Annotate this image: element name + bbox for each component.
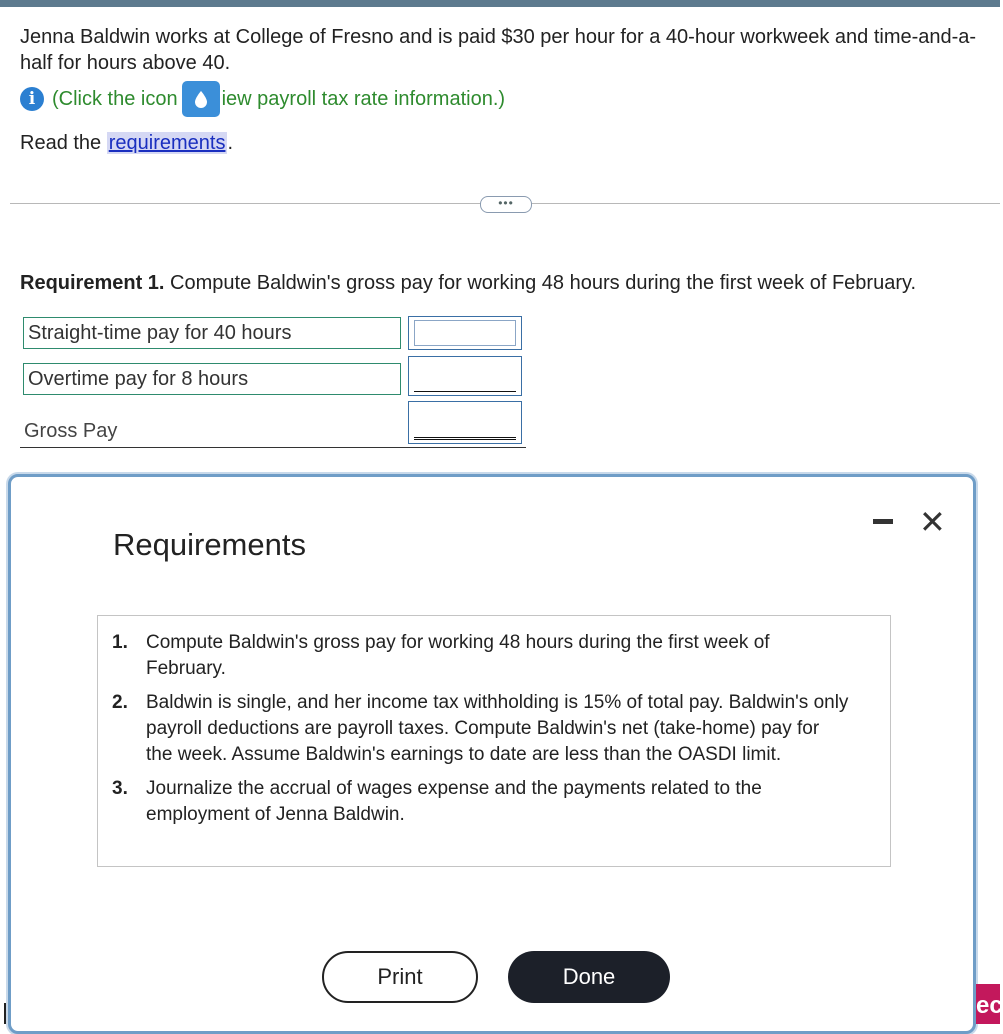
straight-time-input[interactable] (408, 316, 522, 350)
info-line (20, 82, 505, 116)
top-bar (0, 0, 1000, 7)
left-edge-marker (4, 1003, 6, 1024)
done-button[interactable]: Done (508, 951, 670, 1003)
gross-pay-label: Gross Pay (24, 420, 118, 442)
water-drop-icon[interactable] (182, 81, 220, 117)
expand-ellipsis-button[interactable]: ••• (480, 196, 532, 213)
overtime-input[interactable] (408, 356, 522, 396)
gross-pay-input[interactable] (408, 401, 522, 444)
overtime-label: Overtime pay for 8 hours (23, 363, 401, 395)
requirements-link[interactable]: requirements (108, 132, 226, 154)
requirement-item: 2. Baldwin is single, and her income tax withholding is 15% of total pay. Baldwin's only payroll deductions are payroll taxes. Compute Baldwin's net (take-home) pay for the week. Assume Baldwin's earnings to date are less than the OASDI limit. (112, 692, 849, 765)
print-button[interactable]: Print (322, 951, 478, 1003)
info-icon[interactable]: i (20, 87, 44, 111)
requirements-modal (8, 474, 976, 1034)
requirements-list-box (97, 615, 891, 867)
requirements-list (98, 616, 890, 828)
requirement-item: 3. Journalize the accrual of wages expense and the payments related to the employment of Jenna Baldwin. (112, 778, 762, 825)
info-text-before: (Click the icon (52, 87, 178, 110)
requirement-1-prompt: Requirement 1. Compute Baldwin's gross pay for working 48 hours during the first week of February. (20, 272, 917, 294)
read-requirements-line: Read the requirements . (20, 132, 234, 154)
close-icon[interactable]: ✕ (919, 503, 946, 541)
gross-pay-rule (20, 447, 526, 448)
requirement-item: 1. Compute Baldwin's gross pay for working 48 hours during the first week of February. (112, 632, 770, 679)
info-text-after: iew payroll tax rate information.) (221, 87, 506, 110)
modal-title: Requirements (113, 527, 306, 562)
problem-statement: Jenna Baldwin works at College of Fresno and is paid $30 per hour for a 40-hour workweek and time-and-a-half for hours above 40. (20, 26, 977, 74)
straight-time-label: Straight-time pay for 40 hours (23, 317, 401, 349)
minimize-icon[interactable] (873, 519, 893, 524)
edge-tab[interactable]: ec (976, 984, 1000, 1024)
